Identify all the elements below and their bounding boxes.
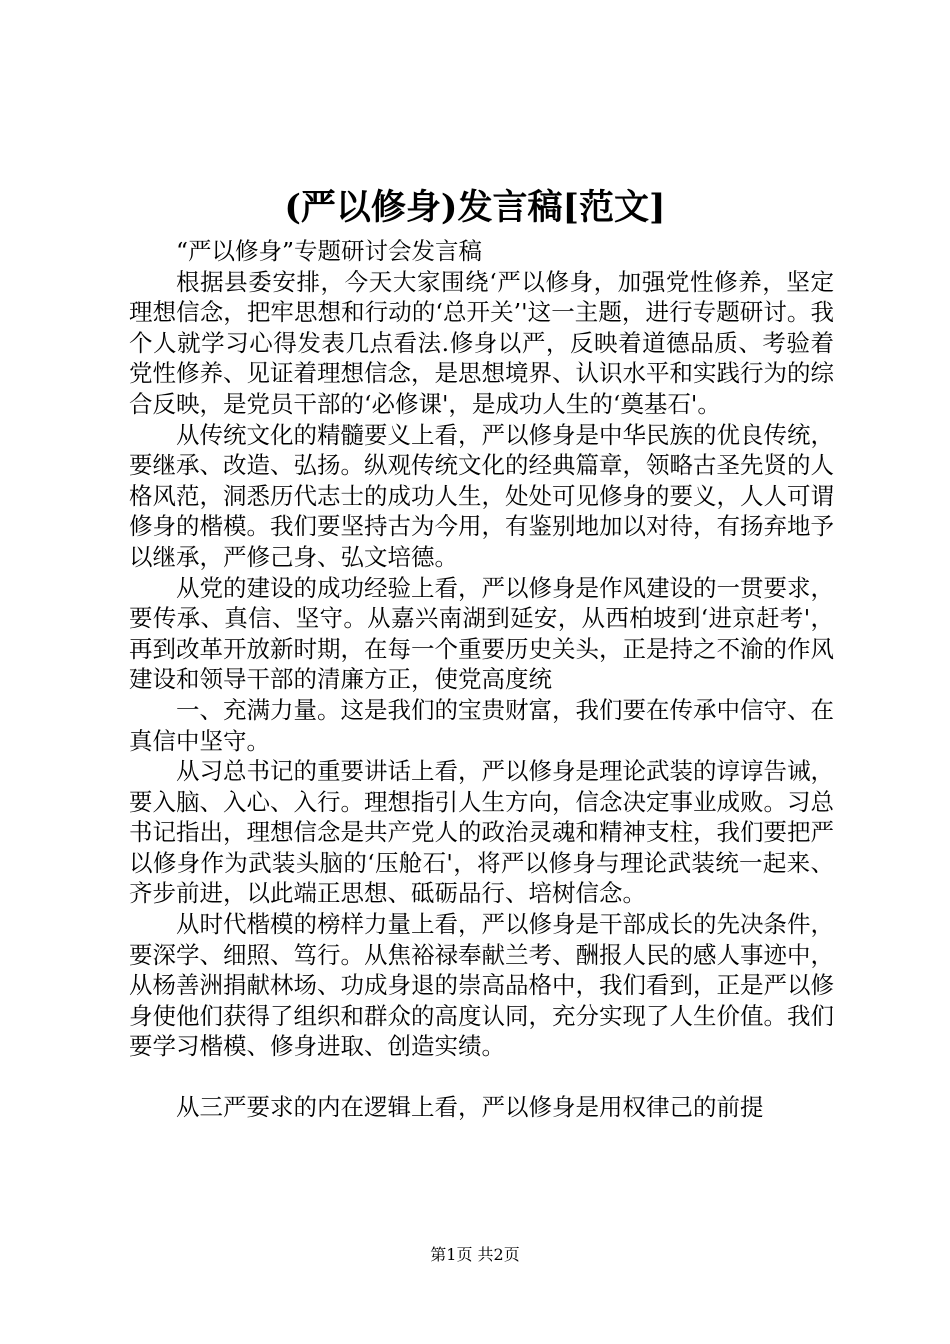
page-footer: 第1页 共2页 [430,1245,520,1264]
paragraph: 从党的建设的成功经验上看，严以修身是作风建设的一贯要求，要传承、真信、坚守。从嘉兴南湖到延安，从西柏坡到‘进京赶考'，再到改革开放新时期，在每一个重要历史关头，正是持之不渝的作风建设和领导干部的清廉方正，使党高度统 [129,573,834,694]
paragraph: 从习总书记的重要讲话上看，严以修身是理论武装的谆谆告诫，要入脑、入心、入行。理想指引人生方向，信念决定事业成败。习总书记指出，理想信念是共产党人的政治灵魂和精神支柱，我们要把严以修身作为武装头脑的‘压舱石'，将严以修身与理论武装统一起来、齐步前进，以此端正思想、砥砺品行、培树信念。 [129,757,834,908]
paragraph: 一、充满力量。这是我们的宝贵财富，我们要在传承中信守、在真信中坚守。 [129,695,834,755]
document-body [129,236,834,1123]
paragraph: 根据县委安排，今天大家围绕‘严以修身，加强党性修养，坚定理想信念，把牢思想和行动的‘总开关’'这一主题，进行专题研讨。我个人就学习心得发表几点看法.修身以严，反映着道德品质、考验着党性修养、见证着理想信念，是思想境界、认识水平和实践行为的综合反映，是党员干部的‘必修课'，是成功人生的‘奠基石'。 [129,267,834,418]
paragraph: 从时代楷模的榜样力量上看，严以修身是干部成长的先决条件，要深学、细照、笃行。从焦裕禄奉献兰考、酬报人民的感人事迹中，从杨善洲捐献林场、功成身退的崇高品格中，我们看到，正是严以修身使他们获得了组织和群众的高度认同，充分实现了人生价值。我们要学习楷模、修身进取、创造实绩。 [129,910,834,1061]
paragraph: 从传统文化的精髓要义上看，严以修身是中华民族的优良传统，要继承、改造、弘扬。纵观传统文化的经典篇章，领略古圣先贤的人格风范，洞悉历代志士的成功人生，处处可见修身的要义，人人可谓修身的楷模。我们要坚持古为今用，有鉴别地加以对待，有扬弃地予以继承，严修己身、弘文培德。 [129,420,834,571]
paragraph: 从三严要求的内在逻辑上看，严以修身是用权律己的前提 [176,1093,764,1122]
paragraph-subtitle: “严以修身”专题研讨会发言稿 [176,237,483,265]
document-title: (严以修身)发言稿[范文] [284,187,666,228]
